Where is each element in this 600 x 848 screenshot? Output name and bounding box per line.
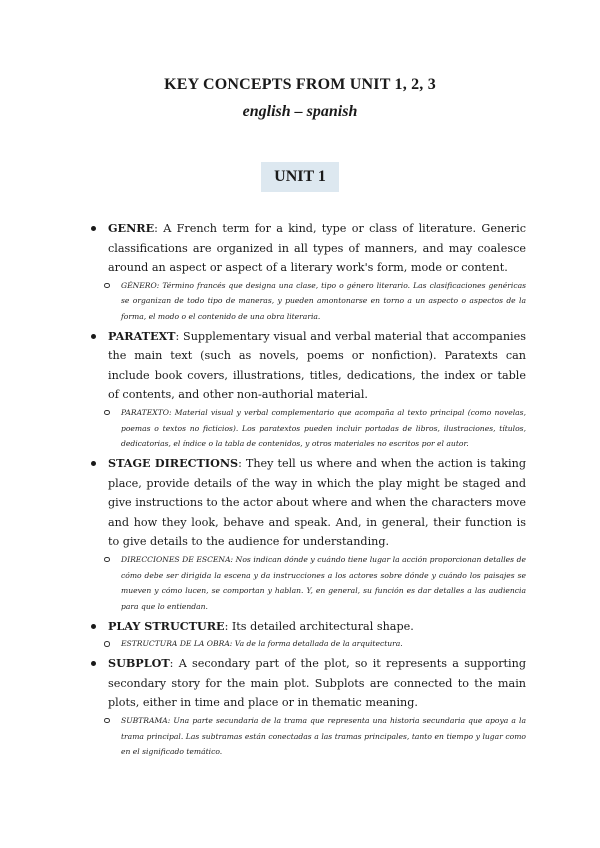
term-definition: : Supplementary visual and verbal material that accompanies the main text (such as novels, poems or nonfiction). Paratexts can include book covers, illustrations, titles, dedications, the index or table of contents, and other non-authorial material. [108, 329, 526, 402]
glossary-term [84, 654, 526, 713]
glossary-list-container [84, 219, 526, 762]
term-name: PARATEXT [108, 328, 176, 343]
glossary-term [84, 454, 526, 552]
term-translation: DIRECCIONES DE ESCENA: Nos indican dónde y cuándo tiene lugar la acción proporcionan detalles de cómo debe ser dirigida la escena y da instrucciones a los actores sobre dónde y cuándo los paisajes se mueven y cómo lucen, se comportan y hablan. Y, en general, su función es dar detalles a las audiencia para que lo entiendan. [84, 552, 526, 615]
term-name: GENRE [108, 221, 155, 235]
term-definition: : Its detailed architectural shape. [224, 619, 414, 633]
term-translation: PARATEXTO: Material visual y verbal complementario que acompaña al texto principal (como novelas, poemas o textos no ficticios). Los paratextos pueden incluir portadas de libros, ilustraciones, títulos, dedicatorias, el índice o la tabla de contenidos, y otros materiales no escritos por el autor. [84, 405, 526, 452]
document-title: KEY CONCEPTS FROM UNIT 1, 2, 3 [164, 76, 436, 93]
term-definition: : A French term for a kind, type or class of literature. Generic classifications are organized in all types of manners, and may coalesce around an aspect or aspect of a literary work's form, mode or content. [108, 222, 526, 274]
translation-list [84, 713, 526, 760]
unit-heading: UNIT 1 [261, 162, 339, 192]
term-definition: : A secondary part of the plot, so it represents a supporting secondary story for the main plot. Subplots are connected to the main plots, either in time and place or in thematic meaning. [108, 657, 526, 710]
translation-list [84, 552, 526, 615]
translation-list [84, 636, 526, 652]
term-name: SUBPLOT [108, 656, 170, 671]
document-subtitle: english – spanish [242, 103, 358, 120]
term-name: PLAY STRUCTURE [108, 618, 225, 633]
glossary-term [84, 219, 526, 278]
glossary-term [84, 327, 526, 405]
term-translation: ESTRUCTURA DE LA OBRA: Va de la forma detallada de la arquitectura. [84, 636, 526, 652]
glossary-list [84, 219, 526, 760]
term-name: STAGE DIRECTIONS [108, 456, 239, 471]
term-translation: GÉNERO: Término francés que designa una clase, tipo o género literario. Las clasificaciones genéricas se organizan de todo tipo de maneras, y pueden amontonarse en torno a un aspecto o aspectos de la forma, el modo o el contenido de una obra literaria. [84, 278, 526, 325]
translation-list [84, 405, 526, 452]
translation-list [84, 278, 526, 325]
term-definition: : They tell us where and when the action is taking place, provide details of the way in which the play might be staged and give instructions to the actor about where and when the characters move and how they look, behave and speak. And, in general, their function is to give details to the audience for understanding. [108, 457, 526, 549]
term-translation: SUBTRAMA: Una parte secundaria de la trama que representa una historia secundaria que apoya a la trama principal. Las subtramas están conectadas a las tramas principales, tanto en tiempo y lugar como en el significado temático. [84, 713, 526, 760]
glossary-term [84, 617, 526, 637]
